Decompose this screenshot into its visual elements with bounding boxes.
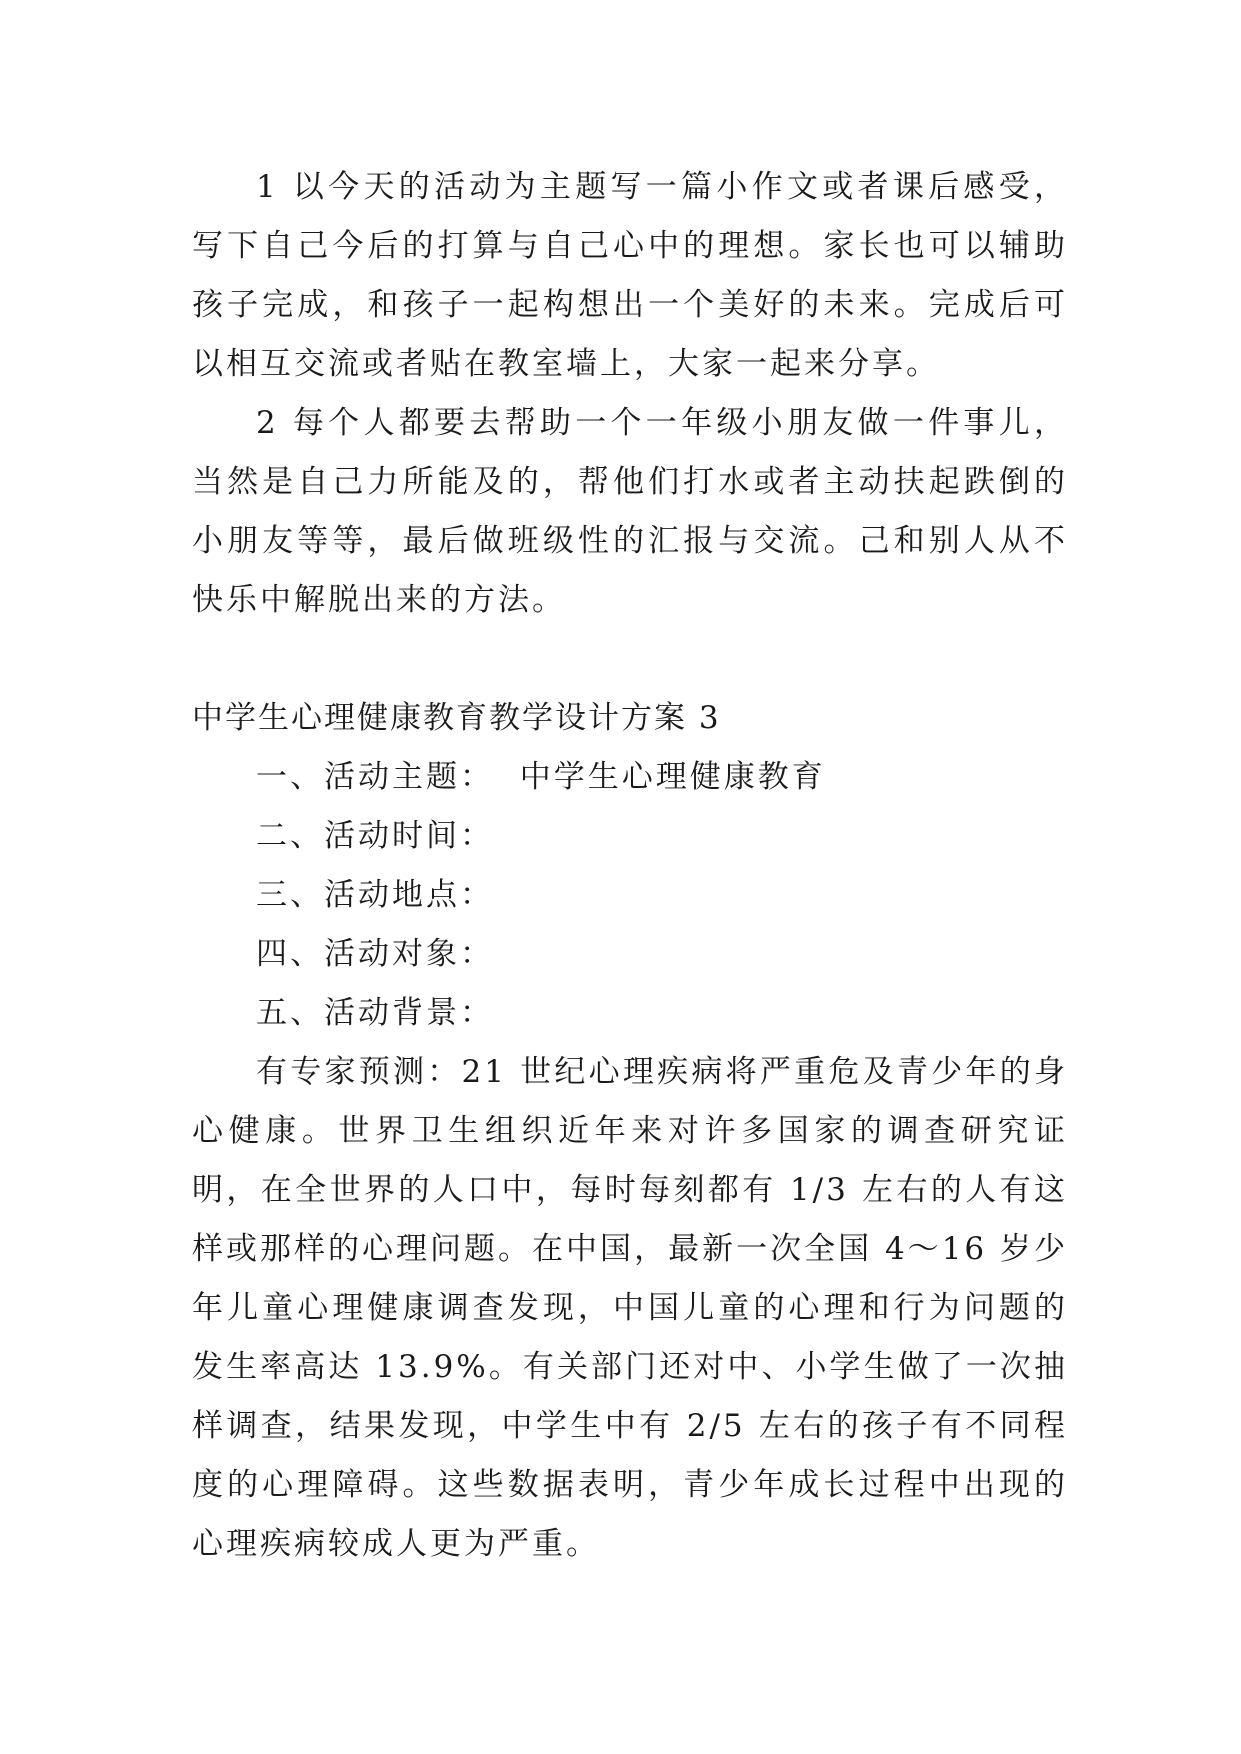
item-audience: 四、活动对象： (256, 936, 494, 972)
background-paragraph: 有专家预测：21 世纪心理疾病将严重危及青少年的身心健康。世界卫生组织近年来对许多国家的调查研究证明，在全世界的人口中，每时每刻都有 1/3 左右的人有这样或那样的心理问题。在中国，最新一次全国 4～16 岁少年儿童心理健康调查发现，中国儿童的心理和行为问题的发生率高达 13.9%。有关部门还对中、小学生做了一次抽样调查，结果发现，中学生中有 2/5 左右的孩子有不同程度的心理障碍。这些数据表明，青少年成长过程中出现的心理疾病较成人更为严重。 (192, 1054, 1068, 1562)
item-time: 二、活动时间： (256, 818, 494, 854)
paragraph-1: 1 以今天的活动为主题写一篇小作文或者课后感受，写下自己今后的打算与自己心中的理想。家长也可以辅助孩子完成，和孩子一起构想出一个美好的未来。完成后可以相互交流或者贴在教室墙上，大家一起来分享。 (192, 169, 1068, 382)
section-title: 中学生心理健康教育教学设计方案 3 (192, 700, 721, 736)
blank-line (192, 630, 1068, 689)
item-background: 五、活动背景： (256, 995, 494, 1031)
item-theme: 一、活动主题： 中学生心理健康教育 (256, 759, 826, 795)
document-body (192, 158, 1068, 1574)
item-location: 三、活动地点： (256, 877, 494, 913)
paragraph-2: 2 每个人都要去帮助一个一年级小朋友做一件事儿，当然是自己力所能及的，帮他们打水或者主动扶起跌倒的小朋友等等，最后做班级性的汇报与交流。己和别人从不快乐中解脱出来的方法。 (192, 405, 1068, 618)
